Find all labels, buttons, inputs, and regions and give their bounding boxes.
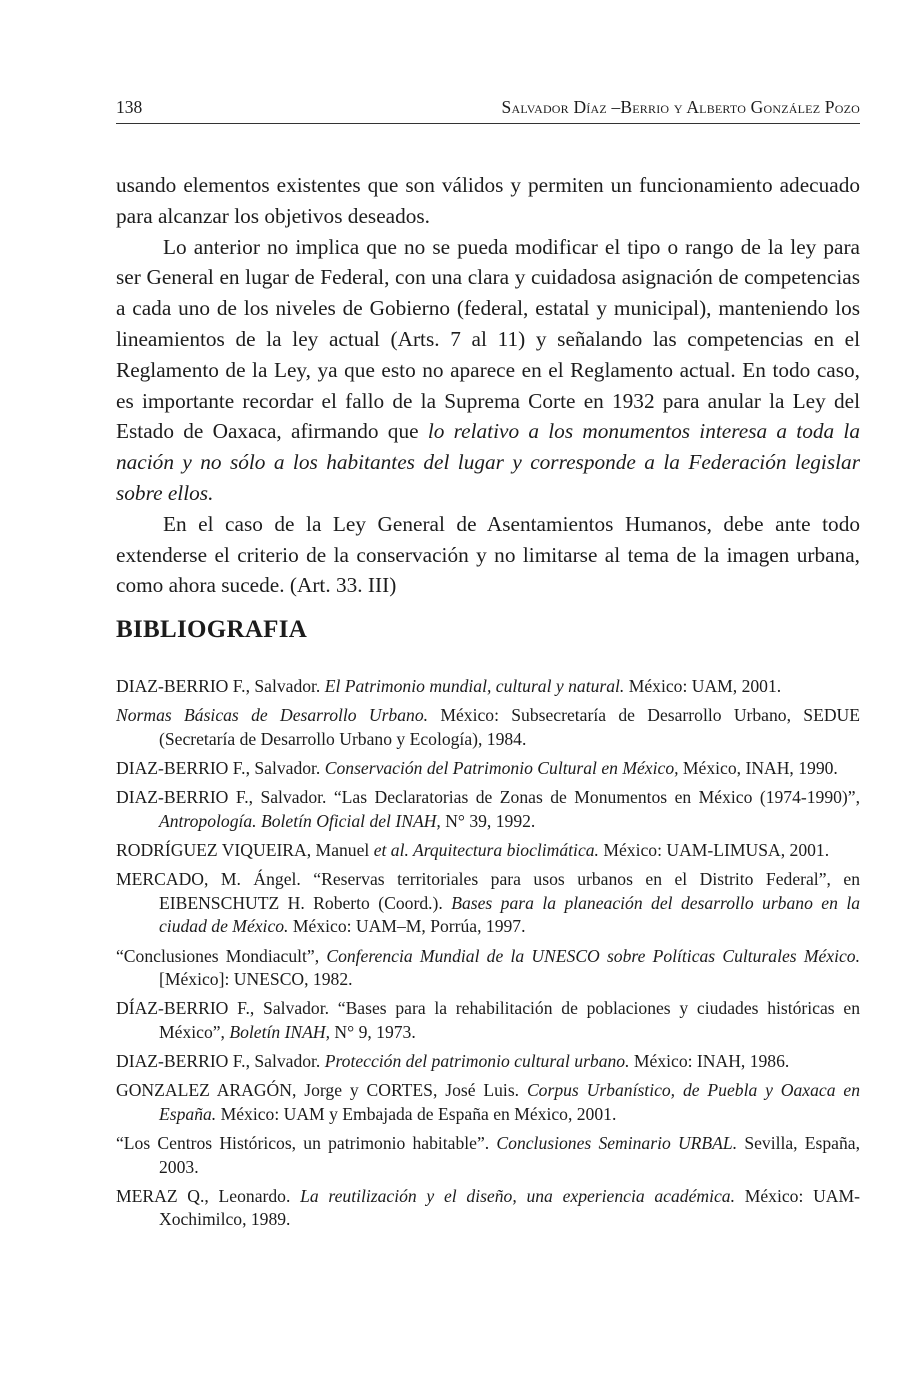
bibliography-entry: MERAZ Q., Leonardo. La reutilización y el diseño, una experiencia académica. México: UAM-Xochimilco, 1989. — [116, 1185, 860, 1230]
bibliography-entry: GONZALEZ ARAGÓN, Jorge y CORTES, José Luis. Corpus Urbanístico, de Puebla y Oaxaca en España. México: UAM y Embajada de España en México, 2001. — [116, 1080, 860, 1124]
running-head-authors: Salvador Díaz –Berrio y Alberto González Pozo — [501, 97, 860, 117]
header-rule — [116, 123, 860, 124]
paragraph-1: usando elementos existentes que son válidos y permiten un funcionamiento adecuado para alcanzar los objetivos deseados. — [116, 173, 860, 228]
bibliography-heading: BIBLIOGRAFIA — [116, 616, 308, 643]
running-head — [116, 97, 860, 118]
bibliography-entry: DIAZ-BERRIO F., Salvador. “Las Declaratorias de Zonas de Monumentos en México (1974-1990)”, Antropología. Boletín Oficial del INAH, N° 39, 1992. — [116, 787, 860, 831]
bibliography-entry: DIAZ-BERRIO F., Salvador. El Patrimonio mundial, cultural y natural. México: UAM, 2001. — [116, 676, 782, 696]
paragraph-3: En el caso de la Ley General de Asentamientos Humanos, debe ante todo extenderse el criterio de la conservación y no limitarse al tema de la imagen urbana, como ahora sucede. (Art. 33. III) — [116, 511, 860, 598]
bibliography-entry: RODRÍGUEZ VIQUEIRA, Manuel et al. Arquitectura bioclimática. México: UAM-LIMUSA, 2001. — [116, 839, 830, 860]
body-text — [116, 170, 860, 601]
page-number: 138 — [116, 97, 143, 117]
paragraph-2-text: Lo anterior no implica que no se pueda modificar el tipo o rango de la ley para ser General en lugar de Federal, con una clara y cuidadosa asignación de competencias a cada uno de los niveles de Gobierno (federal, estatal y municipal), manteniendo los lineamientos de la ley actual (Arts. 7 al 11) y señalando las competencias en el Reglamento de la Ley, ya que esto no aparece en el Reglamento actual. En todo caso, es importante recordar el fallo de la Suprema Corte en 1932 para anular la Ley del Estado de Oaxaca, afirmando que — [116, 234, 860, 444]
bibliography-entry: “Conclusiones Mondiacult”, Conferencia Mundial de la UNESCO sobre Políticas Culturales México. [México]: UNESCO, 1982. — [116, 945, 860, 990]
bibliography-entry: DIAZ-BERRIO F., Salvador. Protección del patrimonio cultural urbano. México: INAH, 1986. — [116, 1051, 790, 1072]
paragraph-2-quote: lo relativo a los monumentos interesa a toda la nación y no sólo a los habitantes del lugar y corresponde a la Federación legislar sobre ellos. — [116, 419, 860, 505]
bibliography-entry: Normas Básicas de Desarrollo Urbano. México: Subsecretaría de Desarrollo Urbano, SEDUE (Secretaría de Desarrollo Urbano y Ecología), 1984. — [116, 705, 860, 749]
bibliography-entry: DÍAZ-BERRIO F., Salvador. “Bases para la rehabilitación de poblaciones y ciudades históricas en México”, Boletín INAH, N° 9, 1973. — [116, 998, 860, 1042]
paragraph-2 — [116, 232, 860, 509]
bibliography-entry: “Los Centros Históricos, un patrimonio habitable”. Conclusiones Seminario URBAL. Sevilla, España, 2003. — [116, 1133, 860, 1177]
bibliography-entry: DIAZ-BERRIO F., Salvador. Conservación del Patrimonio Cultural en México, México, INAH, 1990. — [116, 757, 838, 778]
bibliography-entry: MERCADO, M. Ángel. “Reservas territoriales para usos urbanos en el Distrito Federal”, en EIBENSCHUTZ H. Roberto (Coord.). Bases para la planeación del desarrollo urbano en la ciudad de México. México: UAM–M, Porrúa, 1997. — [116, 869, 860, 937]
bibliography-list — [116, 675, 860, 1238]
